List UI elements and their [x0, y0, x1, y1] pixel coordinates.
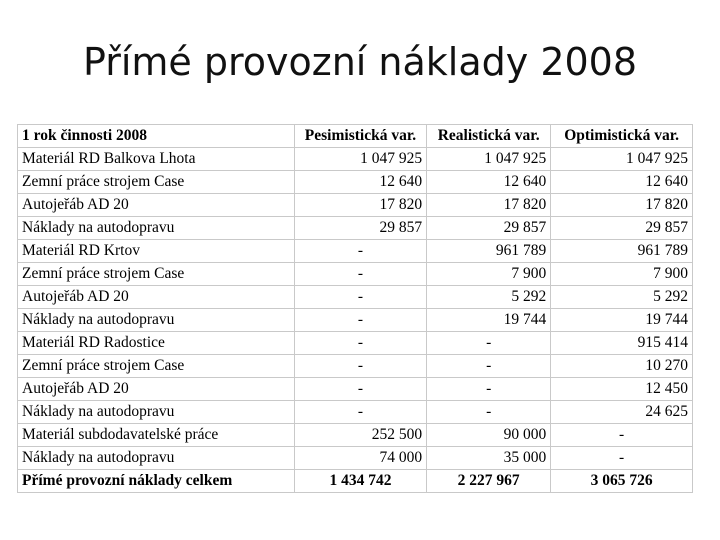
pessimistic-value: 12 640	[294, 171, 426, 194]
total-optimistic-value: 3 065 726	[551, 470, 693, 493]
realistic-value: -	[427, 378, 551, 401]
pessimistic-value: -	[294, 332, 426, 355]
pessimistic-value: 1 047 925	[294, 148, 426, 171]
optimistic-value: 5 292	[551, 286, 693, 309]
header-optimistic: Optimistická var.	[551, 125, 693, 148]
header-period: 1 rok činnosti 2008	[18, 125, 295, 148]
table-row	[18, 263, 693, 286]
realistic-value: 7 900	[427, 263, 551, 286]
table-header-row	[18, 125, 693, 148]
realistic-value: 961 789	[427, 240, 551, 263]
row-label: Zemní práce strojem Case	[18, 355, 295, 378]
optimistic-value: -	[551, 424, 693, 447]
optimistic-value: 10 270	[551, 355, 693, 378]
pessimistic-value: -	[294, 401, 426, 424]
optimistic-value: 12 450	[551, 378, 693, 401]
row-label: Zemní práce strojem Case	[18, 263, 295, 286]
header-pessimistic: Pesimistická var.	[294, 125, 426, 148]
realistic-value: 35 000	[427, 447, 551, 470]
realistic-value: 90 000	[427, 424, 551, 447]
realistic-value: 19 744	[427, 309, 551, 332]
pessimistic-value: -	[294, 355, 426, 378]
row-label: Materiál subdodavatelské práce	[18, 424, 295, 447]
optimistic-value: 24 625	[551, 401, 693, 424]
row-label: Materiál RD Balkova Lhota	[18, 148, 295, 171]
row-label: Náklady na autodopravu	[18, 447, 295, 470]
pessimistic-value: -	[294, 309, 426, 332]
pessimistic-value: -	[294, 378, 426, 401]
optimistic-value: 7 900	[551, 263, 693, 286]
table-row	[18, 171, 693, 194]
row-label: Materiál RD Krtov	[18, 240, 295, 263]
realistic-value: -	[427, 332, 551, 355]
total-pessimistic-value: 1 434 742	[294, 470, 426, 493]
table-row	[18, 332, 693, 355]
table-row	[18, 447, 693, 470]
pessimistic-value: 252 500	[294, 424, 426, 447]
row-label: Autojeřáb AD 20	[18, 194, 295, 217]
table-row	[18, 401, 693, 424]
optimistic-value: 12 640	[551, 171, 693, 194]
realistic-value: -	[427, 401, 551, 424]
table-body	[18, 148, 693, 493]
realistic-value: -	[427, 355, 551, 378]
table-row	[18, 309, 693, 332]
row-label: Náklady na autodopravu	[18, 401, 295, 424]
row-label: Náklady na autodopravu	[18, 309, 295, 332]
optimistic-value: 19 744	[551, 309, 693, 332]
row-label: Náklady na autodopravu	[18, 217, 295, 240]
slide-title: Přímé provozní náklady 2008	[82, 40, 638, 84]
pessimistic-value: 17 820	[294, 194, 426, 217]
optimistic-value: 961 789	[551, 240, 693, 263]
row-label: Zemní práce strojem Case	[18, 171, 295, 194]
table-row	[18, 378, 693, 401]
table-row	[18, 286, 693, 309]
pessimistic-value: 74 000	[294, 447, 426, 470]
realistic-value: 29 857	[427, 217, 551, 240]
row-label: Autojeřáb AD 20	[18, 286, 295, 309]
optimistic-value: 1 047 925	[551, 148, 693, 171]
total-row	[18, 470, 693, 493]
pessimistic-value: -	[294, 240, 426, 263]
table-row	[18, 194, 693, 217]
realistic-value: 5 292	[427, 286, 551, 309]
table-row	[18, 424, 693, 447]
realistic-value: 1 047 925	[427, 148, 551, 171]
row-label: Materiál RD Radostice	[18, 332, 295, 355]
row-label: Autojeřáb AD 20	[18, 378, 295, 401]
header-realistic: Realistická var.	[427, 125, 551, 148]
table-row	[18, 355, 693, 378]
total-realistic-value: 2 227 967	[427, 470, 551, 493]
pessimistic-value: -	[294, 286, 426, 309]
total-row-label: Přímé provozní náklady celkem	[18, 470, 295, 493]
optimistic-value: 17 820	[551, 194, 693, 217]
table-row	[18, 217, 693, 240]
pessimistic-value: 29 857	[294, 217, 426, 240]
optimistic-value: -	[551, 447, 693, 470]
table-row	[18, 240, 693, 263]
optimistic-value: 915 414	[551, 332, 693, 355]
realistic-value: 17 820	[427, 194, 551, 217]
realistic-value: 12 640	[427, 171, 551, 194]
optimistic-value: 29 857	[551, 217, 693, 240]
cost-table	[17, 124, 693, 493]
table-row	[18, 148, 693, 171]
pessimistic-value: -	[294, 263, 426, 286]
